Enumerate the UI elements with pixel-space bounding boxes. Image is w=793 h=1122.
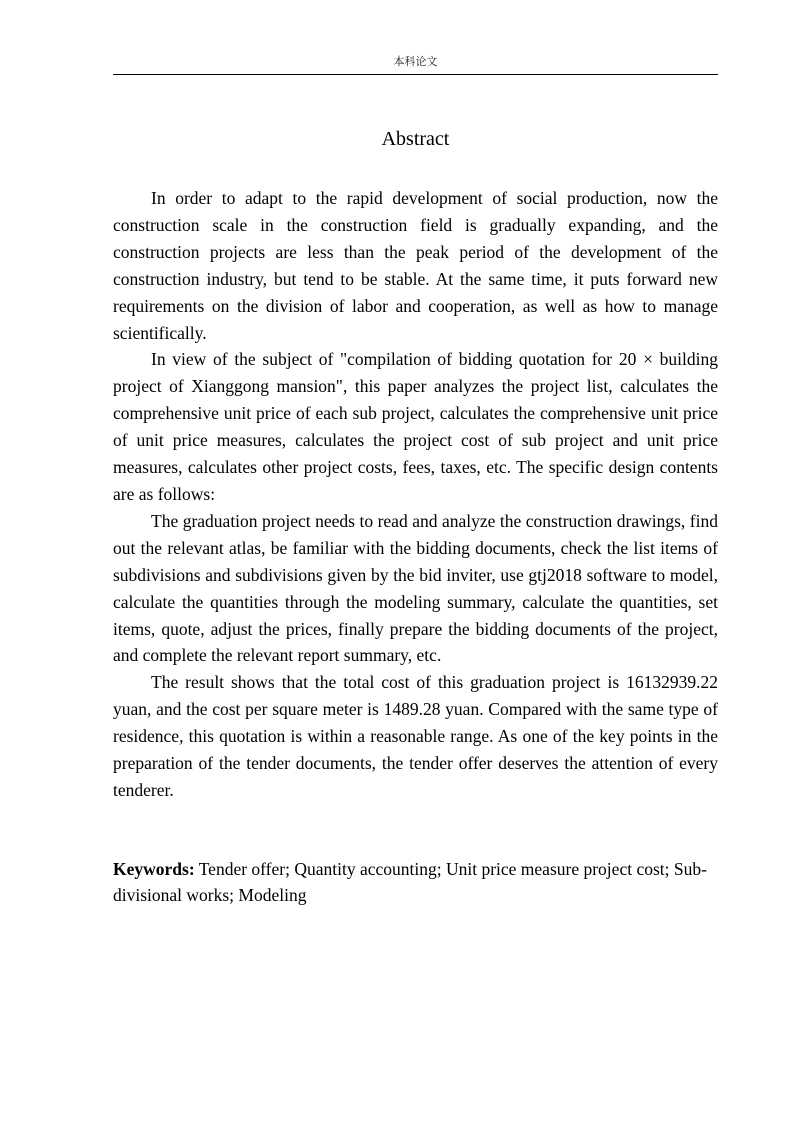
keywords-line bbox=[113, 856, 718, 908]
abstract-paragraph: In order to adapt to the rapid development of social production, now the construction scale in the construction field is gradually expanding, and the construction projects are less than the peak period of the development of the construction industry, but tend to be stable. At the same time, it puts forward new requirements on the division of labor and cooperation, as well as how to manage scientifically. bbox=[113, 188, 718, 343]
abstract-paragraph: The result shows that the total cost of this graduation project is 16132939.22 yuan, and the cost per square meter is 1489.28 yuan. Compared with the same type of residence, this quotation is within a reasonable range. As one of the key points in the preparation of the tender documents, the tender offer deserves the attention of every tenderer. bbox=[113, 672, 718, 800]
page-header bbox=[113, 54, 718, 75]
abstract-paragraph: The graduation project needs to read and analyze the construction drawings, find out the relevant atlas, be familiar with the bidding documents, check the list items of subdivisions and subdivisions given by the bid inviter, use gtj2018 software to model, calculate the quantities through the modeling summary, calculate the quantities, set items, quote, adjust the prices, finally prepare the bidding documents of the project, and complete the relevant report summary, etc. bbox=[113, 510, 718, 666]
page-title: Abstract bbox=[381, 128, 450, 150]
abstract-paragraph: In view of the subject of "compilation of bidding quotation for 20 × building project of Xianggong mansion", this paper analyzes the project list, calculates the comprehensive unit price of each sub project, calculates the comprehensive unit price of unit price measures, calculates the project cost of sub project and unit price measures, calculates other project costs, fees, taxes, etc. The specific design contents are as follows: bbox=[113, 349, 718, 504]
header-text: 本科论文 bbox=[393, 55, 438, 68]
keywords-text: Tender offer; Quantity accounting; Unit price measure project cost; Sub-divisional works; Modeling bbox=[113, 859, 707, 905]
abstract-body bbox=[113, 185, 718, 804]
keywords-label: Keywords: bbox=[113, 859, 195, 879]
